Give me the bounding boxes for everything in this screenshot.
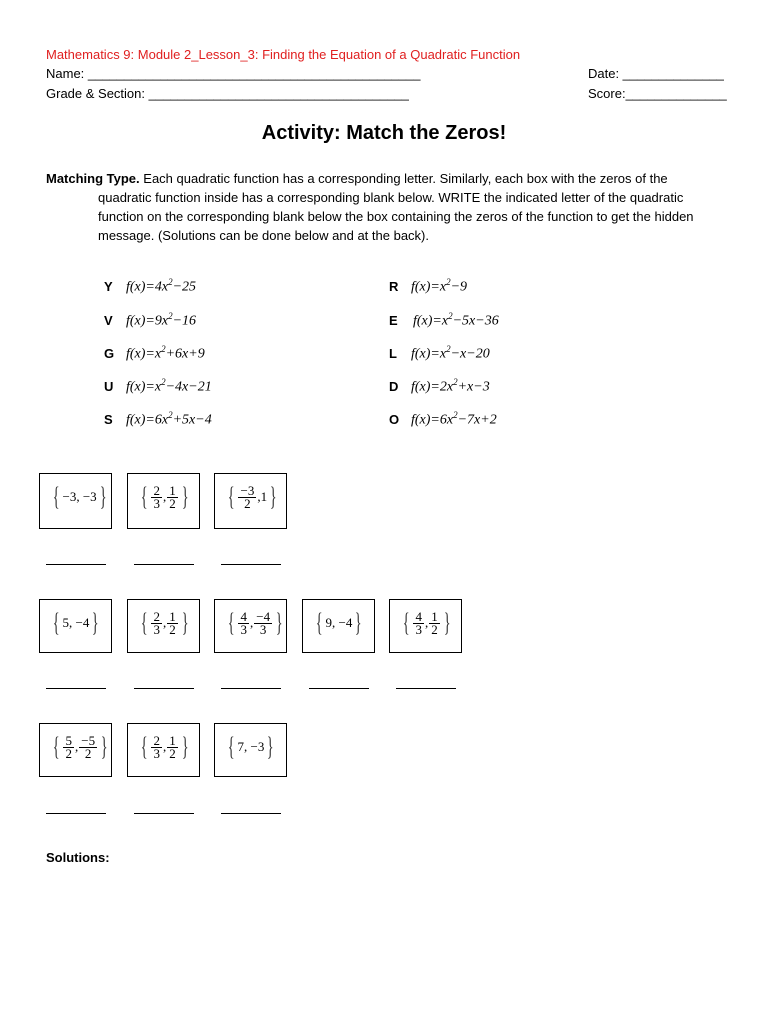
function-expression: $f(x)=2x^2+x-3$ xyxy=(411,377,490,395)
function-letter: O xyxy=(389,412,400,427)
zeros-box: { $\frac{4}{3}$ , $\frac{1}{2}$ } xyxy=(389,599,462,653)
answer-blank[interactable] xyxy=(46,564,106,565)
instructions-lead: Matching Type. xyxy=(46,171,140,186)
function-letter: S xyxy=(104,412,113,427)
zeros-box: { $\frac{2}{3}$ , $\frac{1}{2}$ } xyxy=(127,723,200,777)
instructions-rest: quadratic function inside has a corresponding blank below. WRITE the indicated letter of the quadratic function on the corresponding blank below the box containing the zeros of the function to get the hidden message. (Solutions can be done below and at the back). xyxy=(98,190,694,243)
lesson-title: Mathematics 9: Module 2_Lesson_3: Finding the Equation of a Quadratic Function xyxy=(46,47,521,62)
zeros-box: { $\frac{-3}{2}$ , 1 } xyxy=(214,473,287,529)
function-expression: $f(x)=x^2-4x-21$ xyxy=(126,377,212,395)
grade-section-field[interactable]: Grade & Section: ____________________________________ xyxy=(46,86,409,101)
function-expression: $f(x)=x^2-5x-36$ xyxy=(413,311,499,329)
function-expression: $f(x)=x^2-9$ xyxy=(411,277,468,295)
answer-blank[interactable] xyxy=(46,688,106,689)
function-expression: $f(x)=x^2-x-20$ xyxy=(411,344,490,362)
answer-blank[interactable] xyxy=(221,813,281,814)
zeros-box: { 9 , −4 } xyxy=(302,599,375,653)
zeros-box: { $\frac{5}{2}$ , $\frac{-5}{2}$ } xyxy=(39,723,112,777)
function-letter: L xyxy=(389,346,397,361)
zeros-box: { $\frac{2}{3}$ , $\frac{1}{2}$ } xyxy=(127,599,200,653)
function-letter: Y xyxy=(104,279,113,294)
zeros-box: { −3 , −3 } xyxy=(39,473,112,529)
answer-blank[interactable] xyxy=(309,688,369,689)
answer-blank[interactable] xyxy=(134,564,194,565)
zeros-box: { 5 , −4 } xyxy=(39,599,112,653)
function-expression: $f(x)=6x^2+5x-4$ xyxy=(126,410,212,428)
date-field[interactable]: Date: ______________ xyxy=(588,66,724,81)
zeros-box: { 7 , −3 } xyxy=(214,723,287,777)
instructions xyxy=(46,169,726,245)
zeros-box: { $\frac{2}{3}$ , $\frac{1}{2}$ } xyxy=(127,473,200,529)
answer-blank[interactable] xyxy=(134,813,194,814)
function-expression: $f(x)=9x^2-16$ xyxy=(126,311,197,329)
answer-blank[interactable] xyxy=(46,813,106,814)
answer-blank[interactable] xyxy=(221,564,281,565)
answer-blank[interactable] xyxy=(221,688,281,689)
name-field[interactable]: Name: ______________________________________________ xyxy=(46,66,421,81)
function-letter: U xyxy=(104,379,114,394)
function-expression: $f(x)=6x^2-7x+2$ xyxy=(411,410,497,428)
instructions-line1: Each quadratic function has a corresponding letter. Similarly, each box with the zeros of the xyxy=(139,171,668,186)
function-letter: R xyxy=(389,279,399,294)
function-letter: V xyxy=(104,313,113,328)
function-letter: G xyxy=(104,346,115,361)
zeros-box: { $\frac{4}{3}$ , $\frac{-4}{3}$ } xyxy=(214,599,287,653)
answer-blank[interactable] xyxy=(396,688,456,689)
function-expression: $f(x)=x^2+6x+9$ xyxy=(126,344,205,362)
solutions-label: Solutions: xyxy=(46,850,110,865)
function-letter: E xyxy=(389,313,398,328)
function-expression: $f(x)=4x^2-25$ xyxy=(126,277,197,295)
function-letter: D xyxy=(389,379,399,394)
activity-title: Activity: Match the Zeros! xyxy=(261,122,507,144)
answer-blank[interactable] xyxy=(134,688,194,689)
score-field[interactable]: Score:______________ xyxy=(588,86,727,101)
